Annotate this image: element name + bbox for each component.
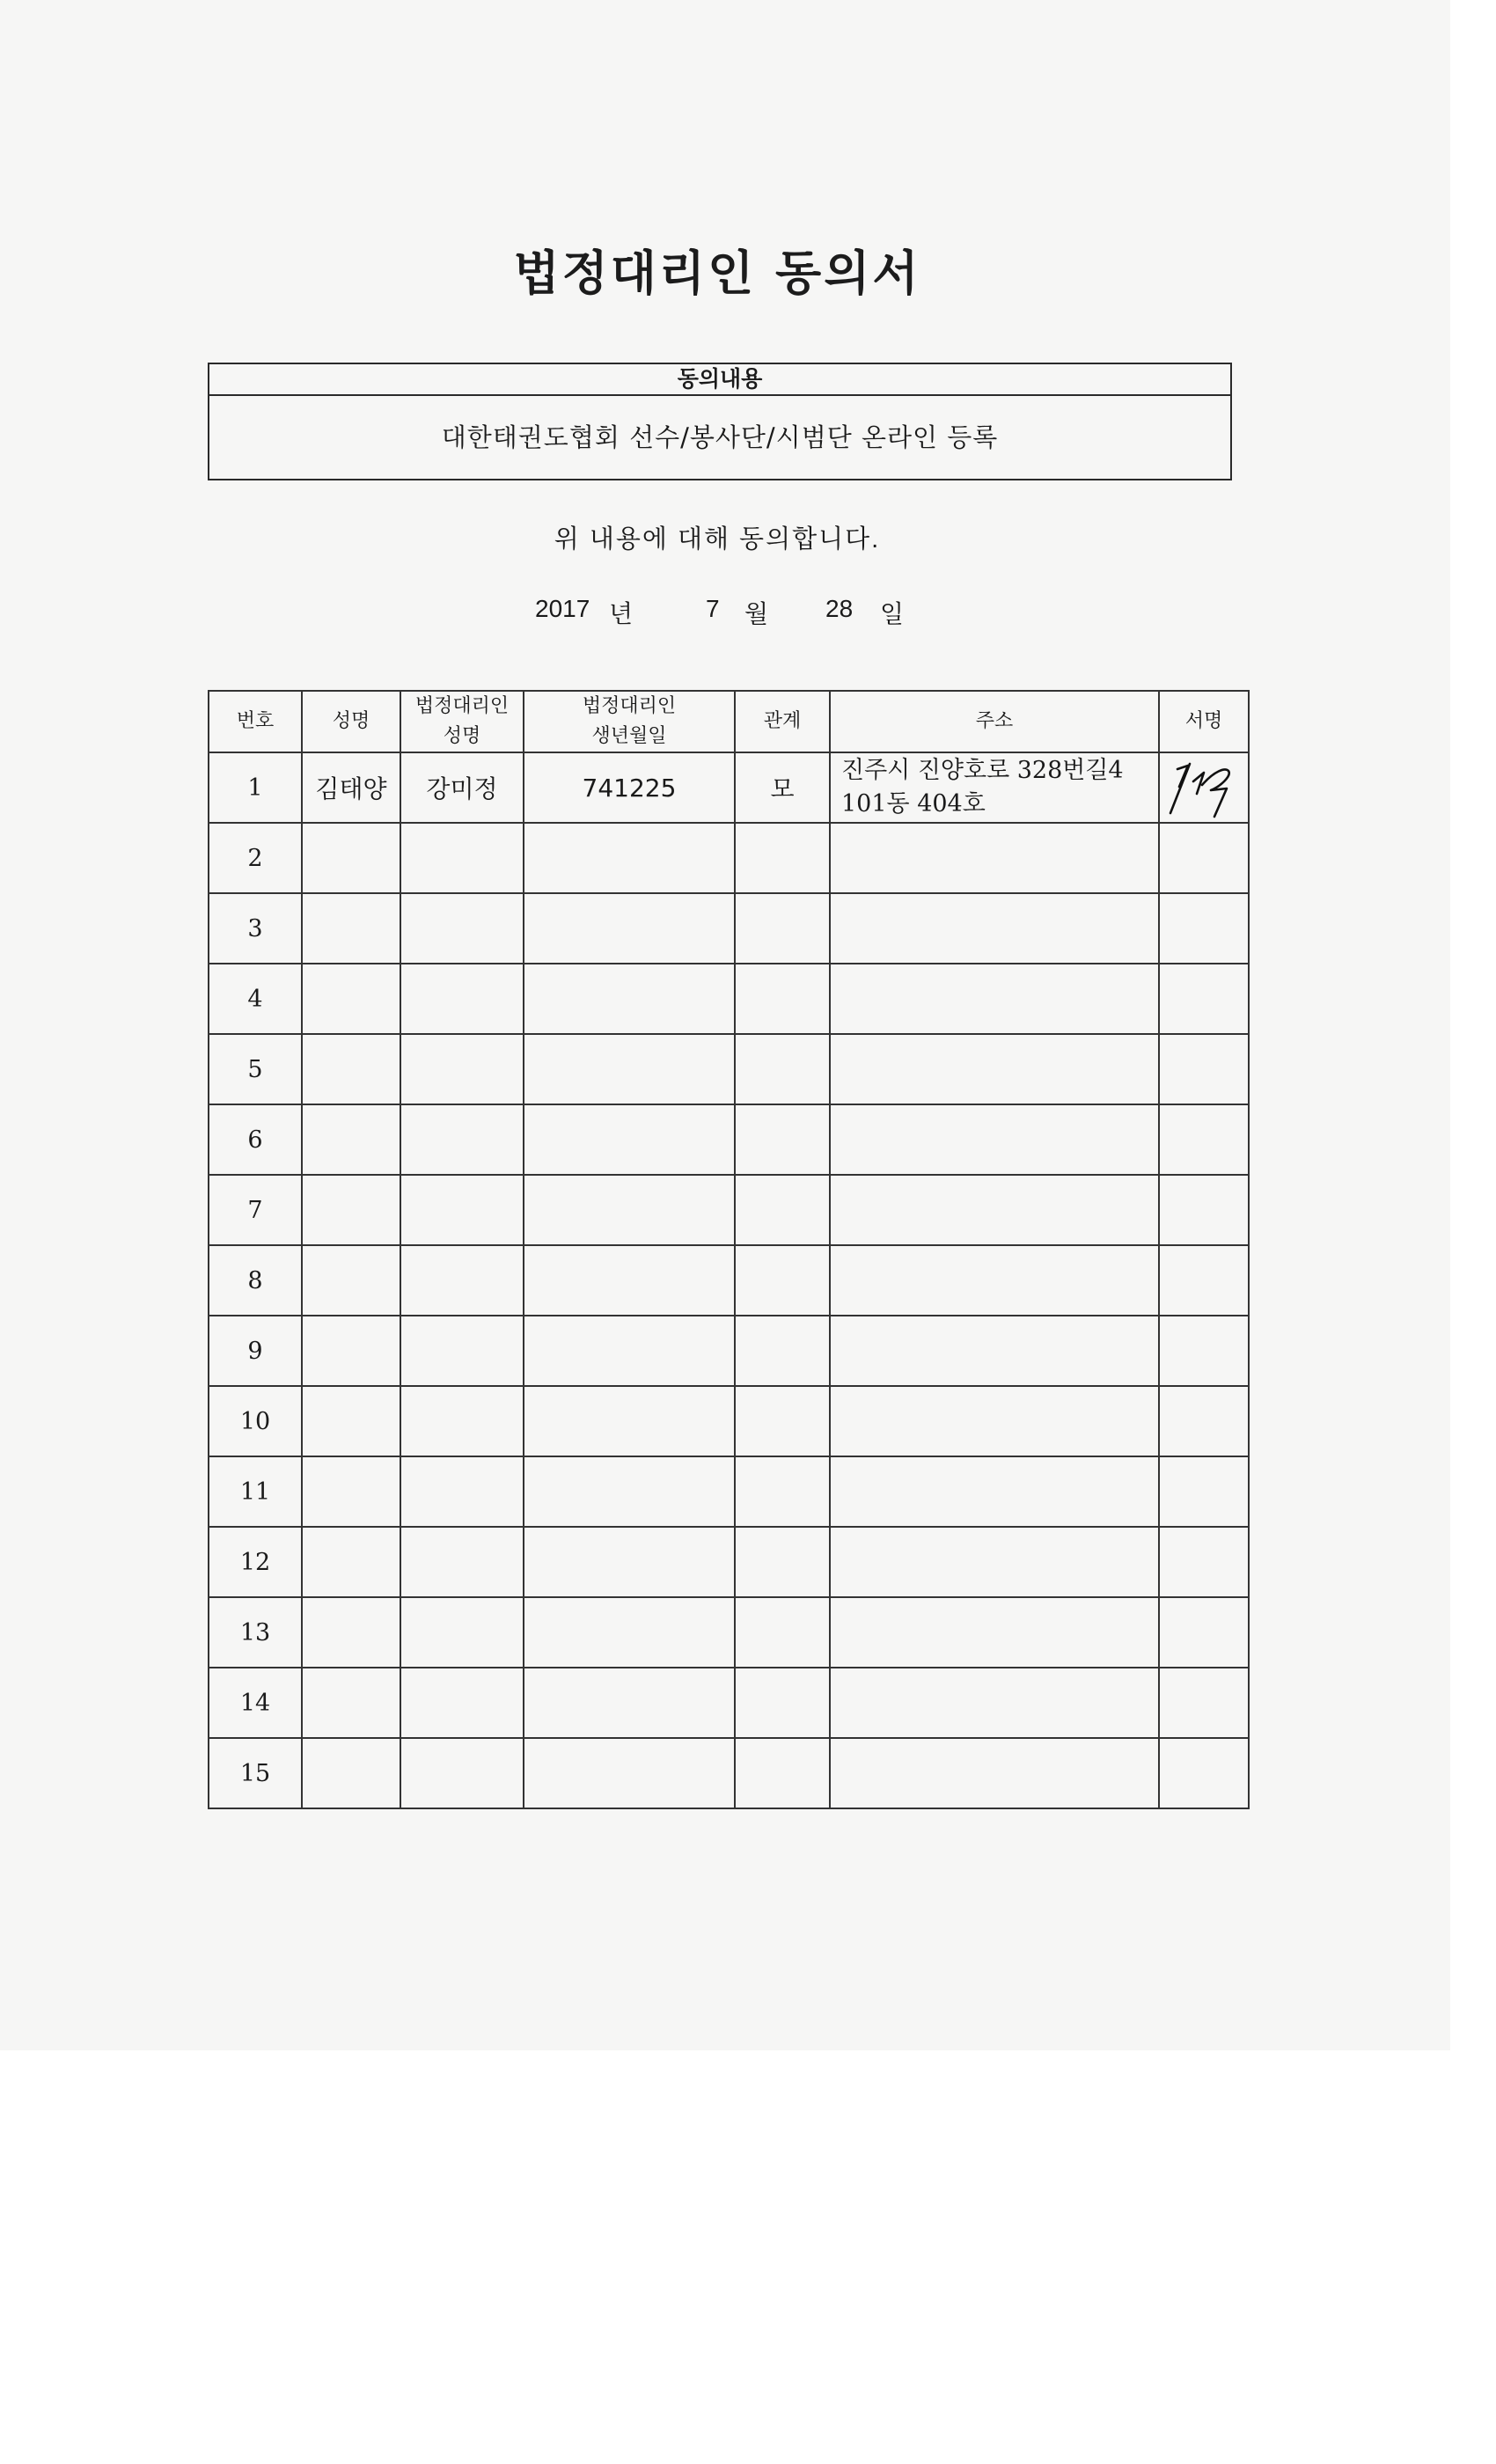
- cell-guardian-name: [400, 893, 524, 964]
- table-row: [209, 1104, 1249, 1175]
- header-guardian-birth-line2: 생년월일: [591, 725, 667, 747]
- cell-address: [830, 752, 1159, 823]
- cell-guardian-birthdate: [524, 823, 735, 893]
- cell-guardian-name: [400, 823, 524, 893]
- header-number: 번호: [209, 691, 302, 752]
- cell-signature: [1159, 1245, 1249, 1316]
- cell-guardian-name: [400, 964, 524, 1034]
- cell-guardian-birthdate: 741225: [524, 752, 735, 823]
- cell-name: [302, 1527, 400, 1597]
- header-guardian-name-line2: 성명: [443, 725, 481, 747]
- table-row: [209, 1034, 1249, 1104]
- cell-number: 11: [209, 1456, 302, 1527]
- cell-name: [302, 964, 400, 1034]
- guardian-consent-table: [208, 690, 1250, 1809]
- cell-signature: [1159, 1034, 1249, 1104]
- table-row: [209, 752, 1249, 823]
- cell-relation: [735, 1175, 830, 1245]
- cell-guardian-name: [400, 1527, 524, 1597]
- cell-number: 12: [209, 1527, 302, 1597]
- cell-number: 9: [209, 1316, 302, 1386]
- cell-signature: [1159, 1456, 1249, 1527]
- cell-guardian-name: [400, 1316, 524, 1386]
- cell-relation: [735, 1456, 830, 1527]
- cell-number: 5: [209, 1034, 302, 1104]
- cell-relation: [735, 1034, 830, 1104]
- cell-address: [830, 1104, 1159, 1175]
- cell-guardian-name: [400, 1668, 524, 1738]
- cell-signature: [1159, 964, 1249, 1034]
- cell-name: 김태양: [302, 752, 400, 823]
- cell-relation: [735, 1527, 830, 1597]
- cell-relation: [735, 823, 830, 893]
- cell-number: 14: [209, 1668, 302, 1738]
- handwritten-signature: [1163, 755, 1244, 820]
- cell-relation: [735, 1316, 830, 1386]
- cell-relation: [735, 1104, 830, 1175]
- cell-relation: 모: [735, 752, 830, 823]
- cell-address: [830, 964, 1159, 1034]
- cell-number: 2: [209, 823, 302, 893]
- cell-signature: [1159, 1668, 1249, 1738]
- cell-relation: [735, 1386, 830, 1456]
- table-row: [209, 1527, 1249, 1597]
- cell-address: [830, 1597, 1159, 1668]
- cell-number: 1: [209, 752, 302, 823]
- cell-signature: [1159, 1738, 1249, 1808]
- cell-address: [830, 1527, 1159, 1597]
- date-day-unit: 일: [880, 600, 905, 627]
- address-line-1: 진주시 진양호로 328번길4: [841, 757, 1124, 784]
- header-guardian-birthdate: [524, 691, 735, 752]
- header-guardian-name: [400, 691, 524, 752]
- header-name: 성명: [302, 691, 400, 752]
- date-year-unit: 년: [609, 600, 634, 627]
- cell-name: [302, 1456, 400, 1527]
- cell-guardian-name: [400, 1597, 524, 1668]
- cell-guardian-birthdate: [524, 1034, 735, 1104]
- cell-guardian-name: [400, 1034, 524, 1104]
- cell-guardian-birthdate: [524, 1316, 735, 1386]
- cell-guardian-birthdate: [524, 1456, 735, 1527]
- cell-address: [830, 1175, 1159, 1245]
- cell-name: [302, 1316, 400, 1386]
- consent-content-header: 동의내용: [209, 364, 1230, 396]
- cell-guardian-name: [400, 1245, 524, 1316]
- cell-address: [830, 1316, 1159, 1386]
- cell-address: [830, 1668, 1159, 1738]
- cell-address: [830, 1456, 1159, 1527]
- cell-guardian-name: [400, 1104, 524, 1175]
- cell-guardian-birthdate: [524, 1245, 735, 1316]
- cell-address: [830, 893, 1159, 964]
- address-line-2: 101동 404호: [841, 790, 986, 818]
- cell-guardian-birthdate: [524, 964, 735, 1034]
- cell-name: [302, 1386, 400, 1456]
- cell-address: [830, 823, 1159, 893]
- date-month-unit: 월: [744, 600, 769, 627]
- cell-signature: [1159, 752, 1249, 823]
- cell-number: 4: [209, 964, 302, 1034]
- cell-guardian-name: [400, 1386, 524, 1456]
- table-body: [209, 752, 1249, 1808]
- cell-relation: [735, 1738, 830, 1808]
- cell-relation: [735, 1597, 830, 1668]
- cell-address: [830, 1738, 1159, 1808]
- cell-name: [302, 1245, 400, 1316]
- cell-name: [302, 1597, 400, 1668]
- cell-signature: [1159, 1386, 1249, 1456]
- cell-guardian-birthdate: [524, 1104, 735, 1175]
- cell-guardian-name: 강미정: [400, 752, 524, 823]
- cell-guardian-name: [400, 1738, 524, 1808]
- cell-guardian-name: [400, 1456, 524, 1527]
- table-row: [209, 1456, 1249, 1527]
- table-row: [209, 1597, 1249, 1668]
- cell-guardian-birthdate: [524, 1738, 735, 1808]
- cell-number: 3: [209, 893, 302, 964]
- table-row: [209, 1668, 1249, 1738]
- cell-signature: [1159, 1316, 1249, 1386]
- cell-name: [302, 823, 400, 893]
- cell-guardian-birthdate: [524, 1386, 735, 1456]
- table-row: [209, 964, 1249, 1034]
- date-month: 7: [706, 595, 720, 622]
- cell-number: 6: [209, 1104, 302, 1175]
- cell-name: [302, 1104, 400, 1175]
- cell-number: 8: [209, 1245, 302, 1316]
- date-day: 28: [825, 595, 854, 622]
- cell-number: 10: [209, 1386, 302, 1456]
- cell-name: [302, 1175, 400, 1245]
- document-title: 법정대리인 동의서: [513, 246, 921, 301]
- table-row: [209, 1738, 1249, 1808]
- table-row: [209, 1245, 1249, 1316]
- cell-name: [302, 1738, 400, 1808]
- cell-relation: [735, 893, 830, 964]
- cell-number: 13: [209, 1597, 302, 1668]
- header-signature: 서명: [1159, 691, 1249, 752]
- cell-relation: [735, 964, 830, 1034]
- cell-name: [302, 1668, 400, 1738]
- header-address: 주소: [830, 691, 1159, 752]
- table-row: [209, 1175, 1249, 1245]
- cell-number: 15: [209, 1738, 302, 1808]
- table-row: [209, 823, 1249, 893]
- consent-content-box: [208, 363, 1232, 480]
- cell-guardian-birthdate: [524, 1597, 735, 1668]
- cell-address: [830, 1034, 1159, 1104]
- cell-signature: [1159, 893, 1249, 964]
- cell-guardian-birthdate: [524, 1527, 735, 1597]
- cell-address: [830, 1386, 1159, 1456]
- cell-guardian-birthdate: [524, 1175, 735, 1245]
- agreement-statement: 위 내용에 대해 동의합니다.: [554, 525, 881, 554]
- cell-signature: [1159, 823, 1249, 893]
- cell-address: [830, 1245, 1159, 1316]
- cell-signature: [1159, 1175, 1249, 1245]
- header-guardian-birth-line1: 법정대리인: [582, 695, 677, 717]
- cell-name: [302, 1034, 400, 1104]
- header-relation: 관계: [735, 691, 830, 752]
- table-header-row: [209, 691, 1249, 752]
- cell-name: [302, 893, 400, 964]
- cell-guardian-name: [400, 1175, 524, 1245]
- cell-signature: [1159, 1597, 1249, 1668]
- table-row: [209, 893, 1249, 964]
- cell-guardian-birthdate: [524, 893, 735, 964]
- cell-signature: [1159, 1104, 1249, 1175]
- table-row: [209, 1386, 1249, 1456]
- header-guardian-name-line1: 법정대리인: [414, 695, 510, 717]
- date-year: 2017: [535, 595, 590, 622]
- cell-relation: [735, 1668, 830, 1738]
- cell-guardian-birthdate: [524, 1668, 735, 1738]
- cell-signature: [1159, 1527, 1249, 1597]
- table-row: [209, 1316, 1249, 1386]
- consent-content-text: 대한태권도협회 선수/봉사단/시범단 온라인 등록: [441, 422, 999, 452]
- cell-relation: [735, 1245, 830, 1316]
- cell-number: 7: [209, 1175, 302, 1245]
